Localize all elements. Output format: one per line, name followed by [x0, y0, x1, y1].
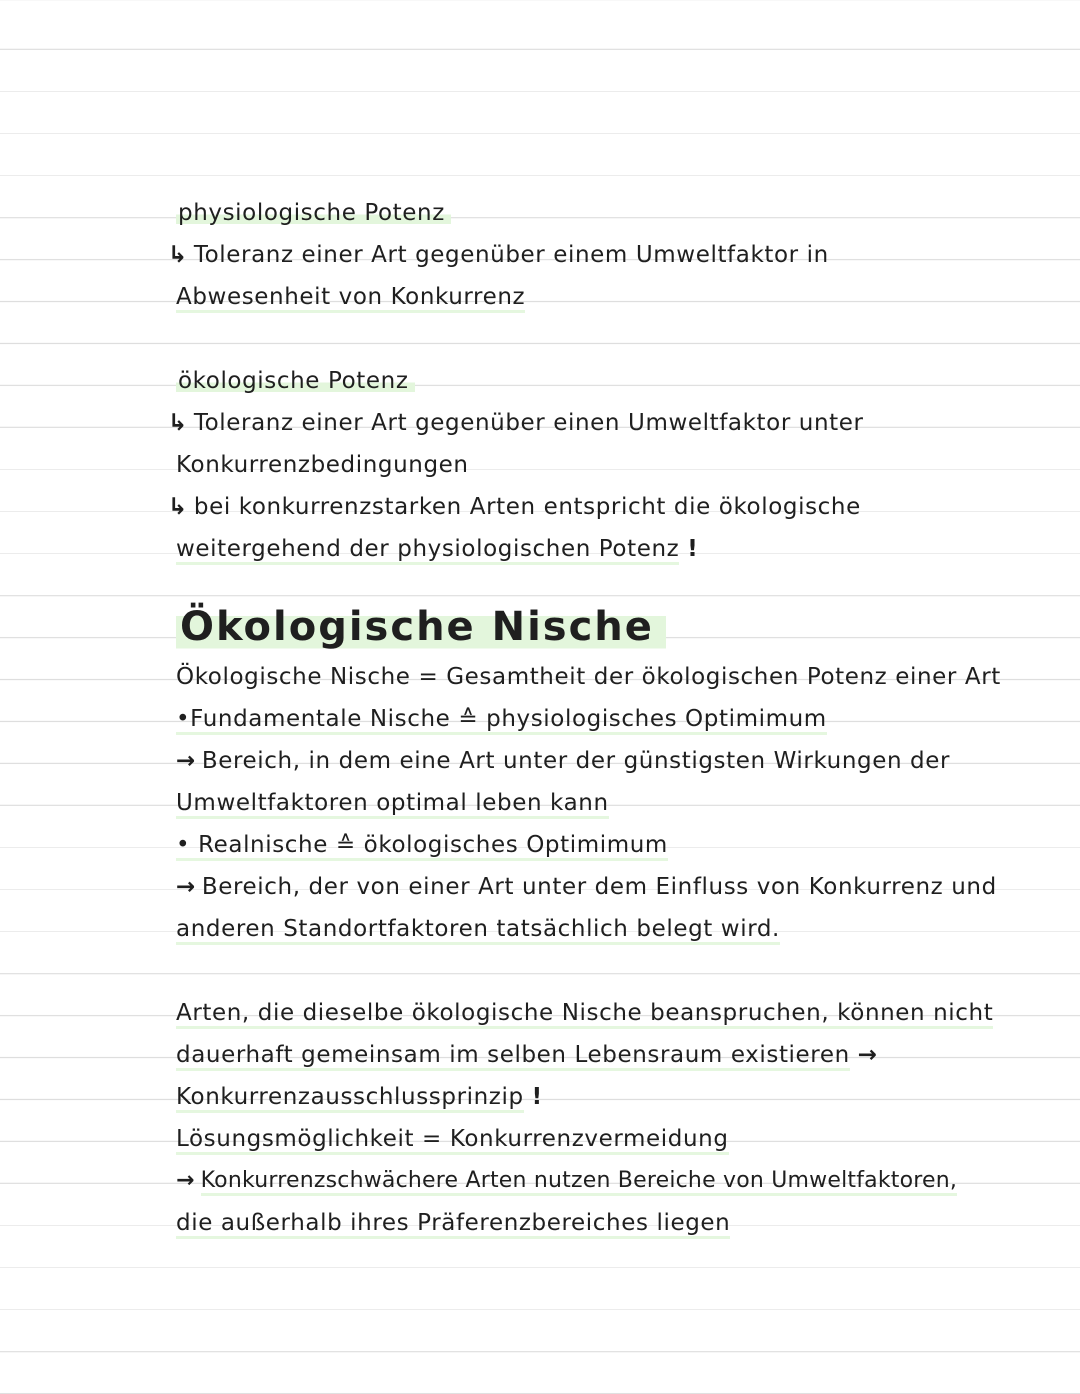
- physiologische-potenz-definition-line1: ↳ Toleranz einer Art gegenüber einem Umweltfaktor in: [168, 242, 829, 268]
- oekologische-potenz-definition-line1: ↳ Toleranz einer Art gegenüber einen Umweltfaktor unter: [168, 410, 864, 436]
- exclamation-mark: !: [687, 536, 699, 562]
- arrow-right-icon: →: [857, 1042, 878, 1068]
- nische-definition: Ökologische Nische = Gesamtheit der ökologischen Potenz einer Art: [176, 664, 1001, 690]
- konkurrenzvermeidung-explanation-line1: → Konkurrenzschwächere Arten nutzen Bereiche von Umweltfaktoren,: [176, 1166, 957, 1196]
- arrow-right-icon: →: [176, 748, 196, 774]
- realnische-explanation-line1: → Bereich, der von einer Art unter dem Einfluss von Konkurrenz und: [176, 874, 997, 900]
- physiologische-potenz-definition-line2: Abwesenheit von Konkurrenz: [176, 282, 525, 312]
- oekologische-potenz-note-line1: ↳ bei konkurrenzstarken Arten entspricht die ökologische: [168, 494, 861, 520]
- realnische: • Realnische ≙ ökologisches Optimimum: [176, 830, 668, 860]
- oekologische-potenz-definition-line2: Konkurrenzbedingungen: [176, 452, 469, 478]
- arrow-right-icon: →: [176, 874, 196, 900]
- oekologische-potenz-note-line2: weitergehend der physiologischen Potenz !: [176, 534, 698, 564]
- physiologische-potenz-title: physiologische Potenz: [176, 198, 451, 228]
- fundamentale-nische-explanation-line2: Umweltfaktoren optimal leben kann: [176, 788, 609, 818]
- fundamentale-nische: •Fundamentale Nische ≙ physiologisches Optimimum: [176, 704, 827, 734]
- konkurrenz-paragraph-line2: dauerhaft gemeinsam im selben Lebensraum existieren →: [176, 1040, 884, 1070]
- arrow-right-icon: →: [176, 1168, 195, 1193]
- hook-arrow-icon: ↳: [168, 242, 188, 268]
- konkurrenzausschlussprinzip: Konkurrenzausschlussprinzip !: [176, 1082, 543, 1112]
- realnische-explanation-line2: anderen Standortfaktoren tatsächlich belegt wird.: [176, 914, 780, 944]
- konkurrenz-paragraph-line1: Arten, die dieselbe ökologische Nische beanspruchen, können nicht: [176, 998, 993, 1028]
- konkurrenzvermeidung-explanation-line2: die außerhalb ihres Präferenzbereiches liegen: [176, 1208, 730, 1238]
- fundamentale-nische-explanation-line1: → Bereich, in dem eine Art unter der günstigsten Wirkungen der: [176, 748, 951, 774]
- exclamation-mark: !: [531, 1084, 543, 1110]
- loesungsmoeglichkeit: Lösungsmöglichkeit = Konkurrenzvermeidung: [176, 1124, 729, 1154]
- oekologische-nische-heading: Ökologische Nische: [176, 600, 666, 654]
- oekologische-potenz-title: ökologische Potenz: [176, 366, 415, 396]
- hook-arrow-icon: ↳: [168, 410, 188, 436]
- hook-arrow-icon: ↳: [168, 494, 188, 520]
